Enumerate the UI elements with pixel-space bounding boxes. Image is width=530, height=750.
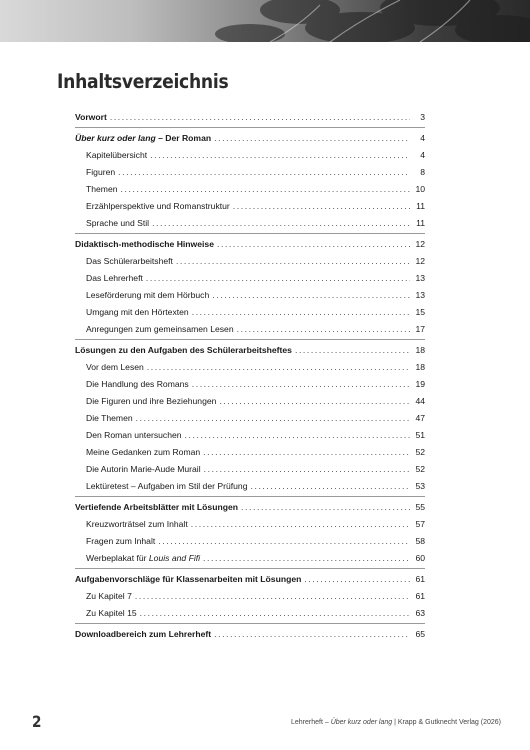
page-number: 2	[32, 712, 42, 731]
toc-entry-text: Zu Kapitel 15	[86, 608, 137, 618]
toc-entry-label	[86, 215, 149, 232]
toc-subentry-row	[75, 427, 425, 444]
toc-chapter-row	[75, 235, 425, 253]
toc-page-number: 15	[415, 307, 425, 317]
toc-subentry-row	[75, 164, 425, 181]
toc-subentry-row	[75, 181, 425, 198]
toc-entry-label	[86, 287, 209, 304]
dot-leader	[304, 570, 410, 588]
toc-entry-label	[86, 533, 155, 550]
toc-subentry-row	[75, 478, 425, 495]
toc-entry-label	[75, 129, 211, 147]
toc-subentry-row	[75, 321, 425, 338]
toc-section	[75, 108, 425, 128]
toc-entry-label	[75, 235, 214, 253]
toc-page-number: 57	[415, 519, 425, 529]
toc-subentry-row	[75, 588, 425, 605]
toc-page-number: 60	[415, 553, 425, 563]
toc-entry-label	[86, 516, 188, 533]
dot-leader	[203, 444, 410, 461]
toc-subentry-row	[75, 215, 425, 232]
toc-page-number: 47	[415, 413, 425, 423]
dot-leader	[150, 147, 410, 164]
toc-page-number: 53	[415, 481, 425, 491]
toc-entry-text: Vorwort	[75, 112, 107, 122]
dot-leader	[295, 341, 410, 359]
toc-subentry-row	[75, 410, 425, 427]
dot-leader	[219, 393, 410, 410]
toc-chapter-row	[75, 341, 425, 359]
toc-entry-text: Aufgabenvorschläge für Klassenarbeiten mit Lösungen	[75, 574, 302, 584]
dot-leader	[185, 427, 410, 444]
toc-entry-text: Die Themen	[86, 413, 133, 423]
toc-page-number: 44	[415, 396, 425, 406]
toc-entry-label	[86, 427, 182, 444]
toc-entry-text: Figuren	[86, 167, 116, 177]
dot-leader	[191, 516, 410, 533]
toc-entry-label	[86, 147, 147, 164]
toc-page-number: 51	[415, 430, 425, 440]
toc-page-number: 19	[415, 379, 425, 389]
toc-entry-text: Anregungen zum gemeinsamen Lesen	[86, 324, 234, 334]
toc-entry-label	[75, 498, 238, 516]
page-title: Inhaltsverzeichnis	[57, 70, 229, 93]
footer-credit	[291, 719, 501, 726]
toc-entry-text: Vertiefende Arbeitsblätter mit Lösungen	[75, 502, 238, 512]
toc-chapter-row	[75, 108, 425, 126]
toc-section	[75, 625, 425, 644]
toc-subentry-row	[75, 393, 425, 410]
toc-entry-label	[86, 461, 201, 478]
toc-entry-label	[86, 181, 118, 198]
dot-leader	[136, 410, 410, 427]
toc-entry-text: Die Handlung des Romans	[86, 379, 189, 389]
dot-leader	[176, 253, 410, 270]
dot-leader	[233, 198, 410, 215]
toc-page-number: 13	[415, 273, 425, 283]
toc-entry-label	[86, 478, 247, 495]
dot-leader	[203, 550, 410, 567]
toc-entry-label	[86, 304, 189, 321]
toc-entry-text: Die Autorin Marie-Aude Murail	[86, 464, 201, 474]
toc-entry-label	[86, 550, 200, 567]
toc-subentry-row	[75, 533, 425, 550]
toc-entry-text: – Der Roman	[155, 133, 212, 143]
dot-leader	[241, 498, 410, 516]
dot-leader	[237, 321, 410, 338]
dot-leader	[214, 129, 410, 147]
dot-leader	[212, 287, 410, 304]
toc-entry-text: Meine Gedanken zum Roman	[86, 447, 201, 457]
toc-entry-label	[86, 605, 137, 622]
toc-chapter-row	[75, 625, 425, 643]
toc-entry-text: Kapitelübersicht	[86, 150, 148, 160]
toc-subentry-row	[75, 270, 425, 287]
toc-entry-label	[86, 164, 115, 181]
toc-entry-text: Lösungen zu den Aufgaben des Schülerarbeitsheftes	[75, 345, 292, 355]
toc-page-number: 61	[415, 591, 425, 601]
toc-page-number: 61	[415, 574, 425, 584]
toc-subentry-row	[75, 147, 425, 164]
toc-subentry-row	[75, 198, 425, 215]
footer-prefix: Lehrerheft –	[290, 719, 331, 726]
toc-chapter-row	[75, 129, 425, 147]
toc-page-number: 3	[420, 112, 425, 122]
toc-page-number: 52	[415, 464, 425, 474]
toc-page-number: 58	[415, 536, 425, 546]
dot-leader	[250, 478, 410, 495]
dot-leader	[146, 270, 410, 287]
toc-subentry-row	[75, 376, 425, 393]
toc-entry-text: Umgang mit den Hörtexten	[86, 307, 189, 317]
toc-page-number: 4	[420, 150, 425, 160]
toc-page-number: 12	[415, 256, 425, 266]
dot-leader	[121, 181, 410, 198]
toc-section	[75, 129, 425, 234]
toc-page-number: 10	[415, 184, 425, 194]
toc-chapter-row	[75, 498, 425, 516]
toc-subentry-row	[75, 516, 425, 533]
toc-page-number: 52	[415, 447, 425, 457]
toc-entry-text: Das Lehrerheft	[86, 273, 143, 283]
header-photo-band	[0, 0, 530, 42]
toc-entry-text: Erzählperspektive und Romanstruktur	[86, 201, 230, 211]
toc-entry-text: Werbeplakat für	[86, 553, 149, 563]
toc-subentry-row	[75, 550, 425, 567]
footer-suffix: | Krapp & Gutknecht Verlag (2026)	[392, 719, 501, 726]
toc-page-number: 13	[415, 290, 425, 300]
toc-entry-label	[75, 108, 107, 126]
toc-page-number: 12	[415, 239, 425, 249]
toc-entry-text: Didaktisch-methodische Hinweise	[75, 239, 214, 249]
footer-book-title: Über kurz oder lang	[330, 719, 393, 726]
toc-page-number: 63	[415, 608, 425, 618]
toc-page-number: 18	[415, 345, 425, 355]
toc-section	[75, 498, 425, 569]
toc-page-number: 17	[415, 324, 425, 334]
toc-chapter-row	[75, 570, 425, 588]
toc-subentry-row	[75, 359, 425, 376]
toc-page-number: 8	[420, 167, 425, 177]
dot-leader	[118, 164, 410, 181]
dot-leader	[192, 376, 410, 393]
toc-entry-label	[86, 376, 189, 393]
toc-subentry-row	[75, 444, 425, 461]
dot-leader	[158, 533, 410, 550]
toc-entry-label	[75, 625, 211, 643]
toc-entry-text: Vor dem Lesen	[86, 362, 144, 372]
toc-entry-text: Downloadbereich zum Lehrerheft	[75, 629, 212, 639]
toc-entry-text: Themen	[86, 184, 118, 194]
toc-entry-text: Lektüretest – Aufgaben im Stil der Prüfung	[86, 481, 248, 491]
toc-entry-label	[86, 444, 200, 461]
toc-section	[75, 235, 425, 340]
toc-page-number: 11	[416, 201, 425, 211]
toc-subentry-row	[75, 461, 425, 478]
dot-leader	[217, 235, 410, 253]
toc-entry-label	[86, 253, 173, 270]
toc-entry-text: Zu Kapitel 7	[86, 591, 132, 601]
toc-entry-text: Leseförderung mit dem Hörbuch	[86, 290, 210, 300]
toc-subentry-row	[75, 287, 425, 304]
toc-entry-text: Die Figuren und ihre Beziehungen	[86, 396, 217, 406]
toc-section	[75, 341, 425, 497]
dot-leader	[204, 461, 410, 478]
toc-page-number: 11	[416, 218, 425, 228]
toc-entry-italic-title: Louis and Fifi	[148, 553, 201, 563]
toc-entry-label	[86, 321, 234, 338]
toc-entry-text: Den Roman untersuchen	[86, 430, 182, 440]
toc-entry-text: Kreuzworträtsel zum Inhalt	[86, 519, 188, 529]
toc-entry-label	[86, 410, 133, 427]
toc-entry-label	[86, 359, 144, 376]
toc-entry-label	[86, 588, 132, 605]
table-of-contents	[75, 107, 425, 644]
dot-leader	[214, 625, 410, 643]
toc-entry-text: Das Schülerarbeitsheft	[86, 256, 173, 266]
toc-entry-label	[75, 570, 301, 588]
foliage-image	[0, 0, 530, 42]
toc-page-number: 65	[415, 629, 425, 639]
dot-leader	[140, 605, 410, 622]
toc-entry-text: Fragen zum Inhalt	[86, 536, 156, 546]
toc-page-number: 55	[415, 502, 425, 512]
toc-subentry-row	[75, 304, 425, 321]
toc-page-number: 4	[420, 133, 425, 143]
toc-entry-label	[75, 341, 292, 359]
dot-leader	[135, 588, 410, 605]
dot-leader	[192, 304, 410, 321]
toc-entry-label	[86, 270, 143, 287]
toc-entry-italic-title: Über kurz oder lang	[75, 133, 156, 143]
toc-entry-text: Sprache und Stil	[86, 218, 150, 228]
dot-leader	[147, 359, 410, 376]
toc-subentry-row	[75, 253, 425, 270]
toc-section	[75, 570, 425, 624]
dot-leader	[110, 108, 410, 126]
toc-subentry-row	[75, 605, 425, 622]
toc-page-number: 18	[415, 362, 425, 372]
toc-entry-label	[86, 198, 230, 215]
toc-entry-label	[86, 393, 216, 410]
dot-leader	[152, 215, 410, 232]
